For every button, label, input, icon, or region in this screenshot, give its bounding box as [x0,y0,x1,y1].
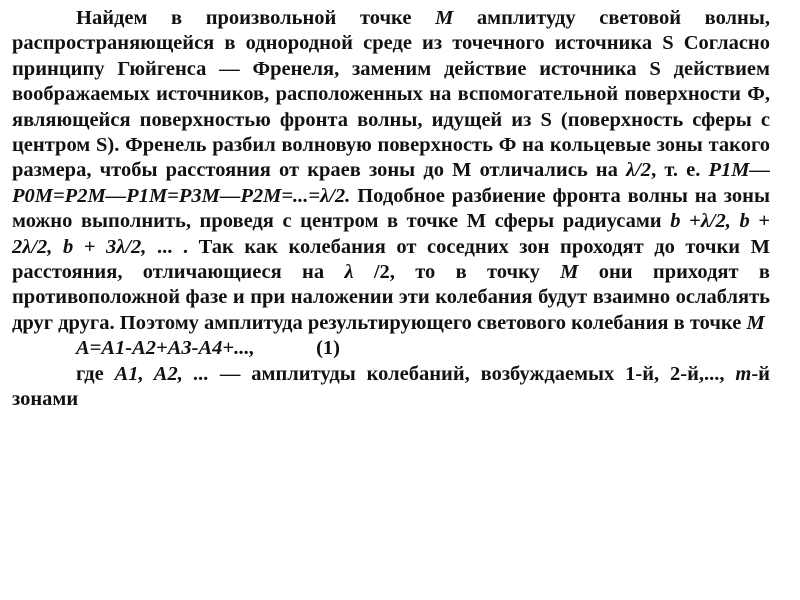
sphere-radii: b +λ/2, b + 2λ/2, b + 3λ/2, [12,210,770,258]
paragraph-fresnel-zones [12,6,770,336]
amplitude-symbols: A1, A2, ... [114,362,210,385]
amplitude-formula: A=A1-A2+A3-A4+..., [76,337,255,360]
text-run: — амплитуды колебаний, возбуждаемых 1-й, 2-й,..., [209,362,736,385]
zone-index-m: m [735,362,752,385]
text-run: где [76,362,115,385]
text-run: Найдем в произвольной точке [76,7,436,29]
text-run: амплитуду световой волны, распространяющейся в однородной среде из точечного источника S Согласно принципу Гюйгенса — Френеля, заменим действие источника S действием воображаемых источников, расположенных на вспомогательной поверхности Ф, являющейся поверхностью фронта волны, идущей из S (поверхность сферы с центром S). Френель разбил волновую поверхность Ф на кольцевые зоны такого размера, чтобы расстояния от краев зоны до М отличались на [12,7,770,182]
point-m-label: М [560,261,579,284]
formula-number: (1) [316,337,340,360]
text-run: /2, то в точку [353,261,561,284]
text-run: , т. е. [651,159,709,182]
point-m-label: М [435,7,454,29]
document-page [12,6,770,413]
path-difference-equation: P1M—P0M=P2M—P1M=P3M—P2M=...=λ/2. [12,159,770,207]
point-m-label: М [746,311,765,334]
text-run: Подобное разбиение фронта волны на зоны можно выполнить, проведя с центром в точке М сферы радиусами [12,184,770,233]
formula-line [12,336,770,361]
text-run: -й зонами [12,362,770,411]
lambda-symbol: λ [344,261,354,284]
text-run: ... . Так как колебания от соседних зон проходят до точки М расстояния, отличающиеся на [12,235,770,284]
text-run: они приходят в противоположной фазе и при наложении эти колебания будут взаимно ослаблять друг друга. Поэтому амплитуда результирующего светового колебания в точке [12,261,770,334]
formula-gap [255,337,317,359]
half-wavelength: λ/2 [626,159,652,182]
paragraph-definitions [12,362,770,413]
